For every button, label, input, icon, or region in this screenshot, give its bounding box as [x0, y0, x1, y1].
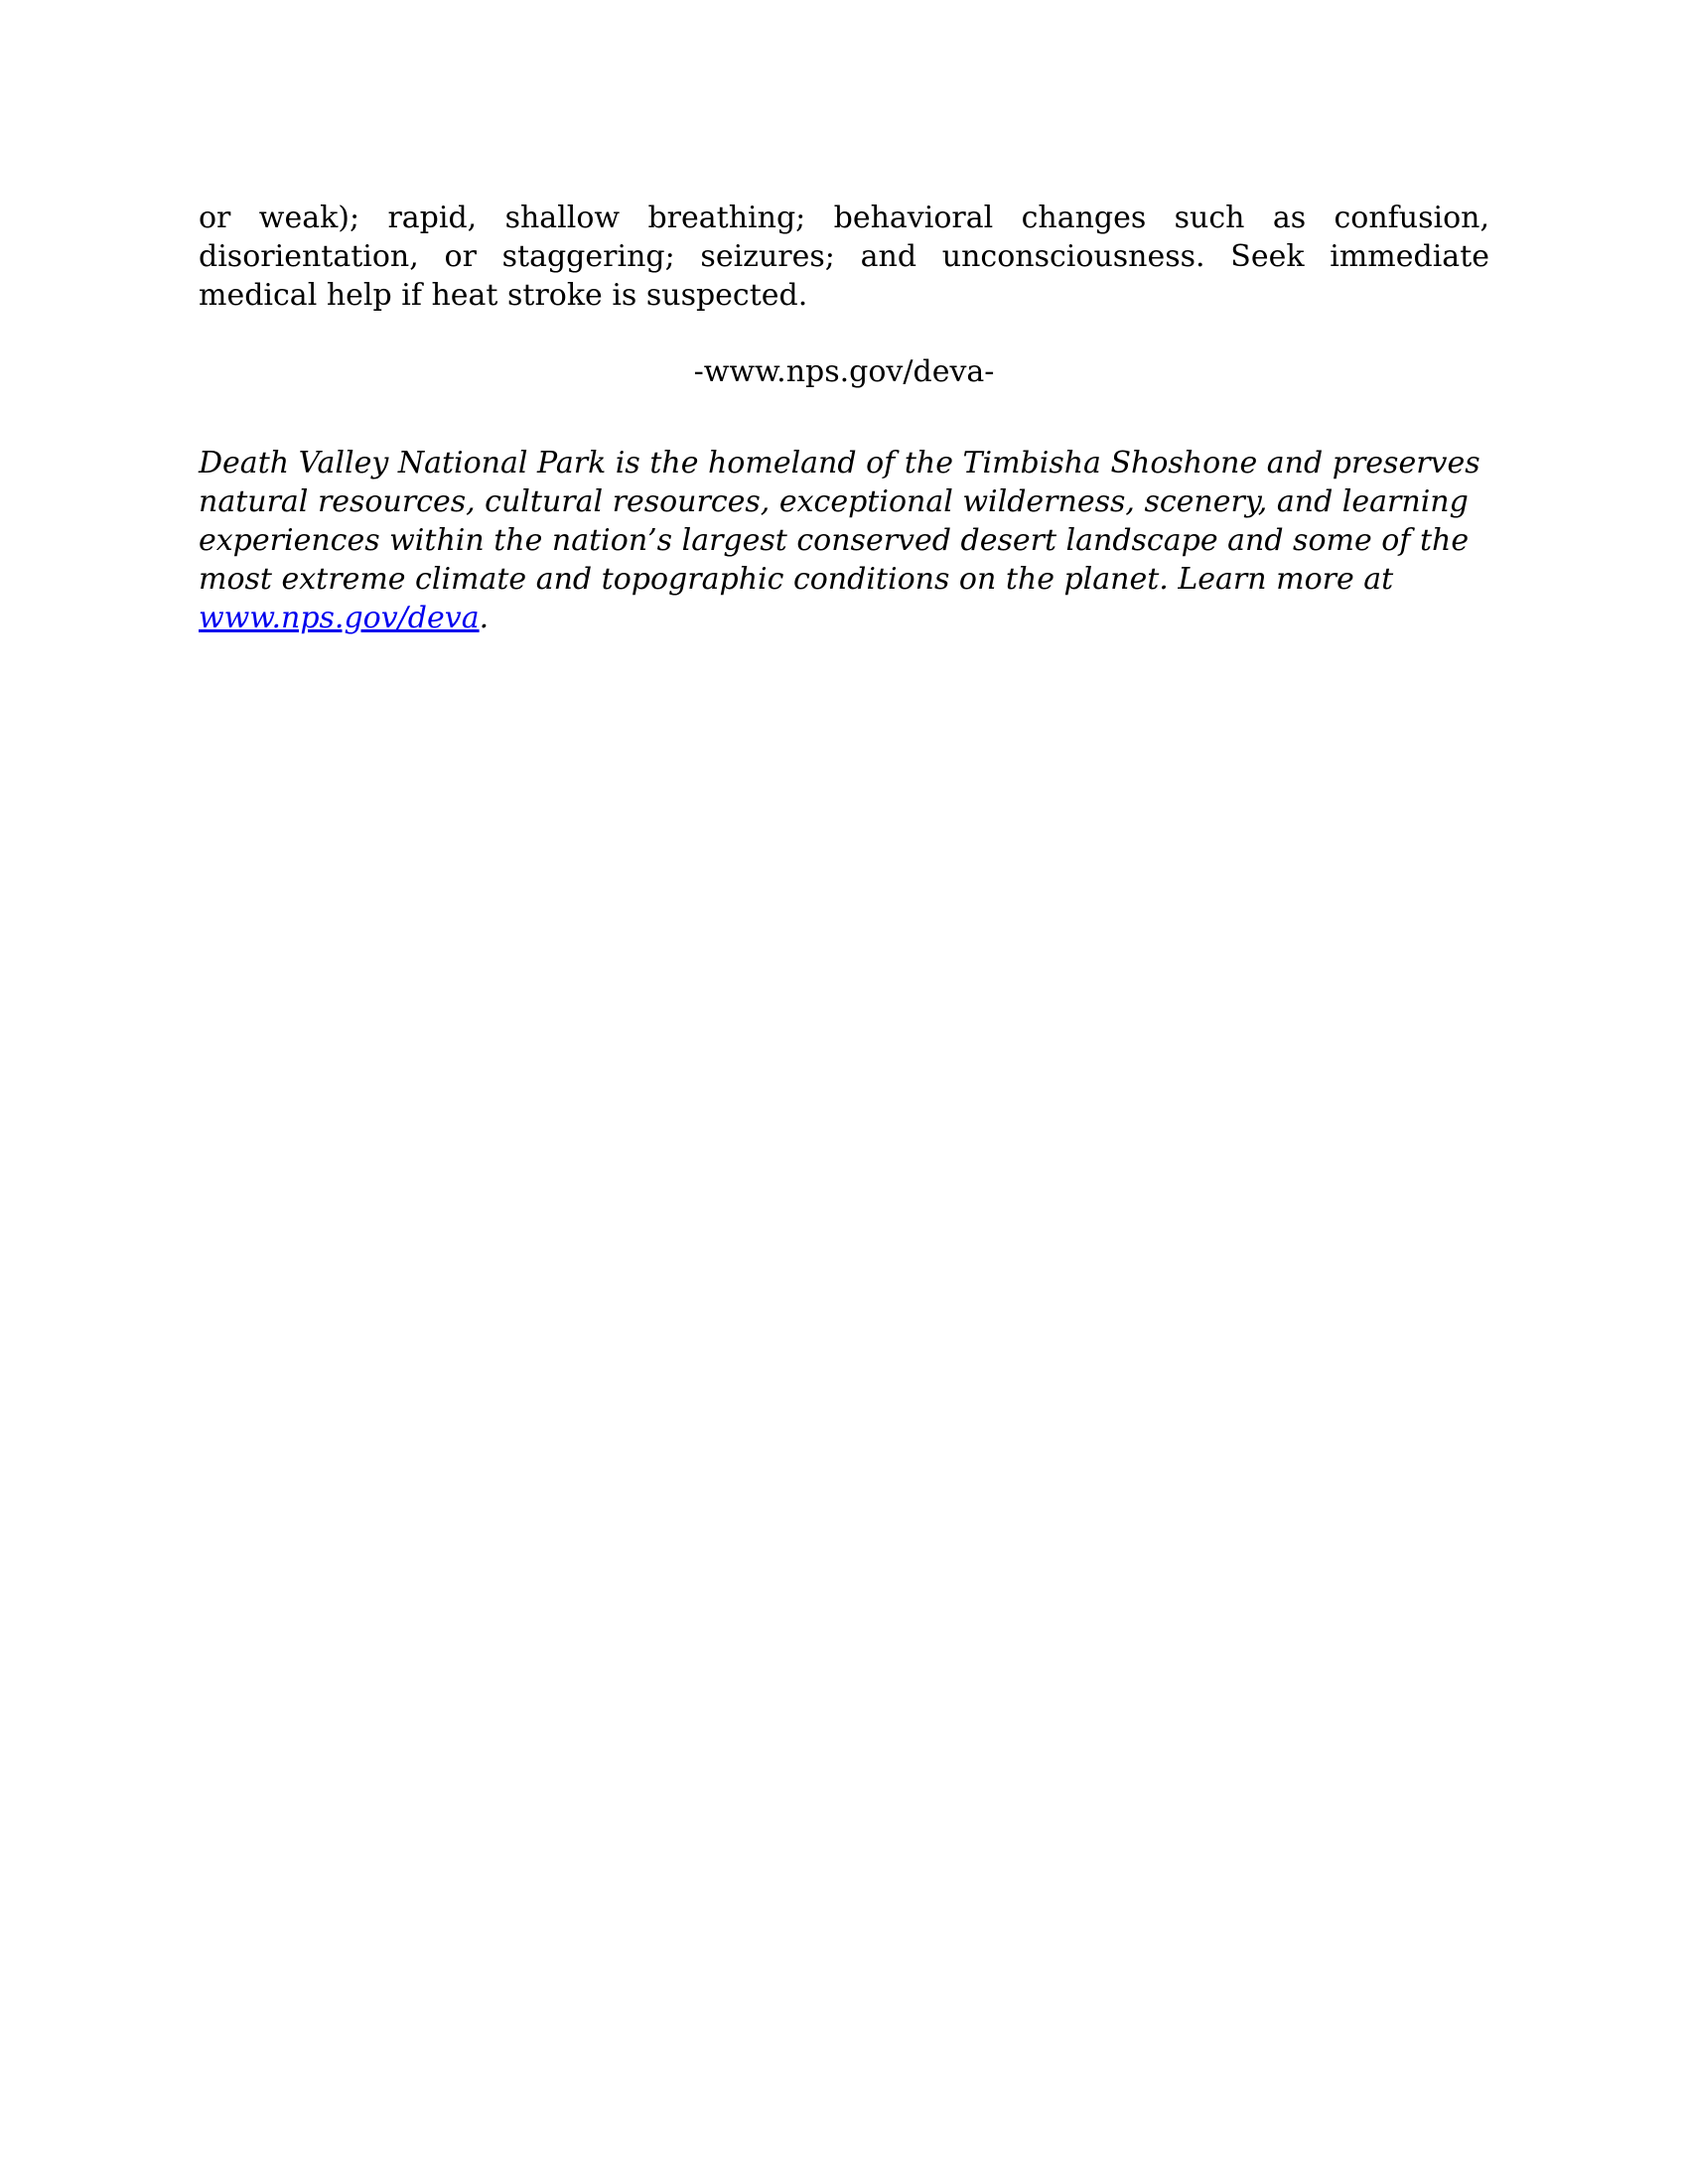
- nps-link[interactable]: www.nps.gov/deva: [199, 601, 480, 635]
- document-page: [199, 199, 1489, 637]
- closing-paragraph: [199, 444, 1489, 637]
- source-line: -www.nps.gov/deva-: [693, 354, 995, 389]
- closing-text: Death Valley National Park is the homeland of the Timbisha Shoshone and preserves natural resources, cultural resources, exceptional wilderness, scenery, and learning experiences within the nation’s largest conserved desert landscape and some of the most extreme climate and topographic conditions on the planet. Learn more at: [199, 446, 1480, 597]
- closing-period: .: [479, 601, 490, 635]
- body-paragraph: or weak); rapid, shallow breathing; behavioral changes such as confusion, disorientation, or staggering; seizures; and unconsciousness. Seek immediate medical help if heat stroke is suspected.: [199, 201, 1489, 313]
